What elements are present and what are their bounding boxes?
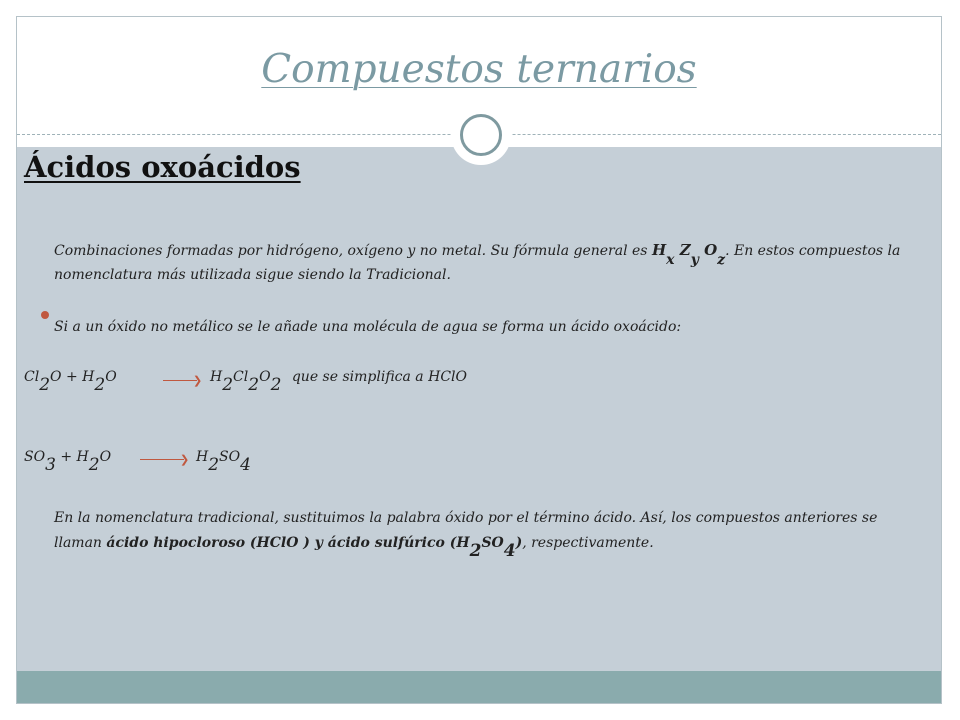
footer-bar (17, 671, 941, 704)
bullet-icon (41, 311, 49, 319)
equation-1-note: que se simplifica a HClO (291, 369, 467, 385)
equation-1-left: Cl2O + H2O (24, 369, 117, 395)
closing-paragraph: En la nomenclatura tradicional, sustituimos la palabra óxido por el término ácido. Así, los compuestos anteriores se llaman ácido hipocloroso (HClO ) y ácido sulfúrico (H2SO4), respectivamente. (54, 510, 878, 561)
content-panel (17, 147, 941, 671)
intro-paragraph (54, 238, 902, 287)
bullet-paragraph: Si a un óxido no metálico se le añade una molécula de agua se forma un ácido oxoácido: (54, 319, 682, 335)
divider-ornament (451, 105, 511, 165)
section-heading: Ácidos oxoácidos (24, 150, 301, 184)
equation-2-left: SO3 + H2O (24, 449, 112, 475)
equation-2-right: H2SO4 (196, 449, 251, 475)
intro-text-before: Combinaciones formadas por hidrógeno, oxígeno y no metal. Su fórmula general es (54, 243, 652, 259)
equation-1-right: H2Cl2O2 que se simplifica a HClO (210, 369, 467, 395)
slide-frame (16, 16, 942, 704)
intro-text-after: . En estos compuestos la nomenclatura más utilizada sigue siendo la Tradicional. (54, 243, 901, 283)
reaction-arrow-2: ❯ (140, 455, 188, 465)
ring-icon (460, 114, 502, 156)
slide-title: Compuestos ternarios (261, 47, 697, 92)
reaction-arrow-1: ❯ (163, 376, 201, 386)
general-formula: Hx Zy Oz (651, 241, 726, 268)
